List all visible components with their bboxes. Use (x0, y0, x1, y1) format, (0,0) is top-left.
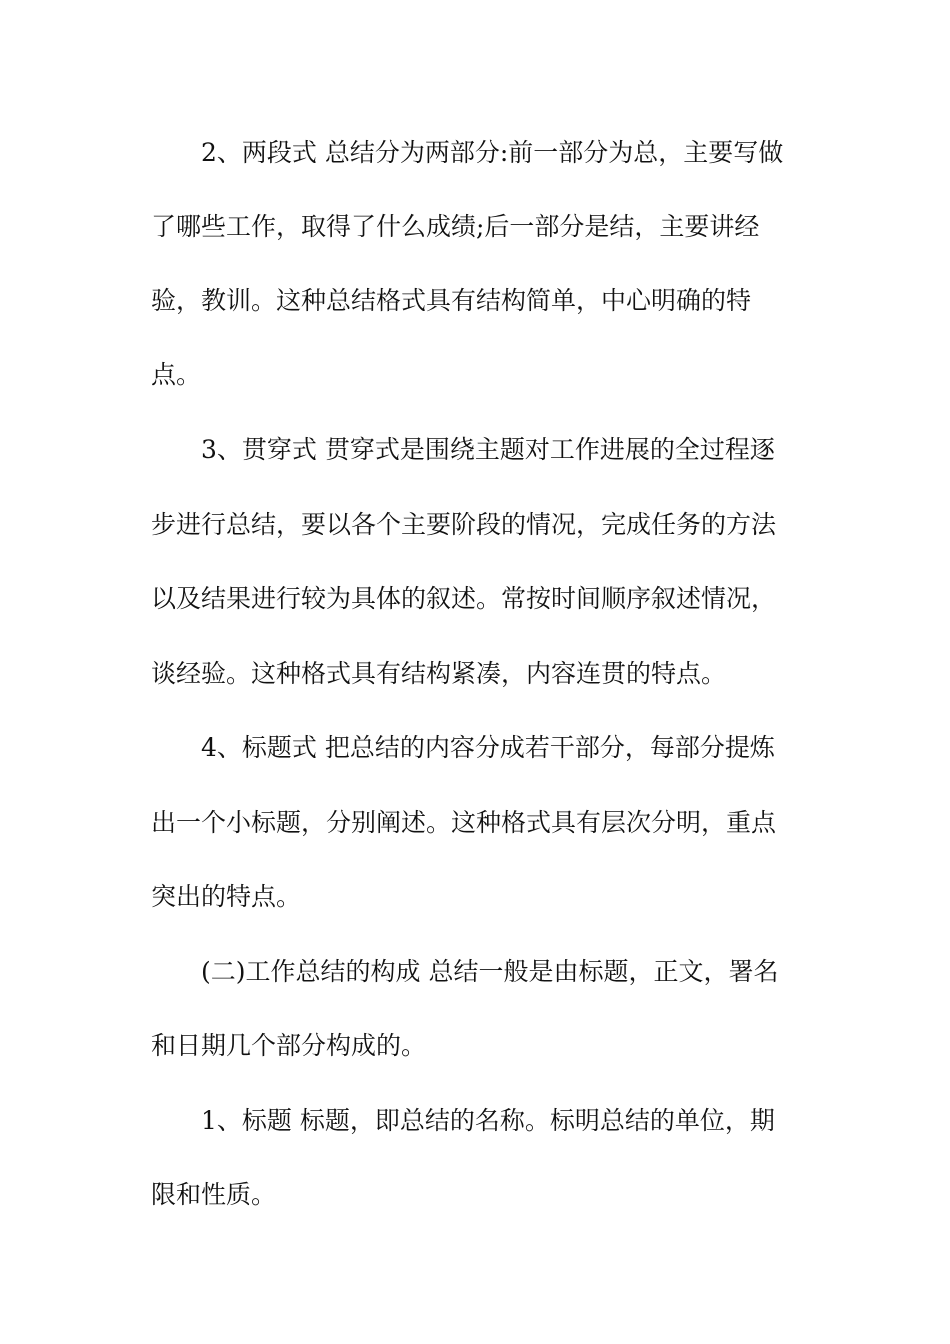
paragraph-line: 出一个小标题，分别阐述。这种格式具有层次分明，重点 (151, 808, 777, 837)
paragraph-line: 了哪些工作，取得了什么成绩;后一部分是结，主要讲经 (151, 212, 760, 241)
paragraph-line: 和日期几个部分构成的。 (151, 1031, 427, 1060)
paragraph-line: 3、贯穿式 贯穿式是围绕主题对工作进展的全过程逐 (201, 435, 775, 464)
paragraph-line: 1、标题 标题，即总结的名称。标明总结的单位，期 (201, 1106, 775, 1135)
paragraph-line: 4、标题式 把总结的内容分成若干部分，每部分提炼 (201, 733, 775, 762)
paragraph-line: 点。 (151, 360, 202, 389)
paragraph-line: 谈经验。这种格式具有结构紧凑，内容连贯的特点。 (151, 659, 727, 688)
paragraph-line: 验，教训。这种总结格式具有结构简单，中心明确的特 (151, 286, 752, 315)
paragraph-line: 步进行总结，要以各个主要阶段的情况，完成任务的方法 (151, 510, 777, 539)
paragraph-line: 以及结果进行较为具体的叙述。常按时间顺序叙述情况， (151, 584, 777, 613)
section-heading-line: (二)工作总结的构成 总结一般是由标题，正文，署名 (201, 957, 779, 986)
paragraph-line: 2、两段式 总结分为两部分:前一部分为总，主要写做 (201, 138, 784, 167)
paragraph-line: 突出的特点。 (151, 882, 302, 911)
paragraph-line: 限和性质。 (151, 1180, 277, 1209)
